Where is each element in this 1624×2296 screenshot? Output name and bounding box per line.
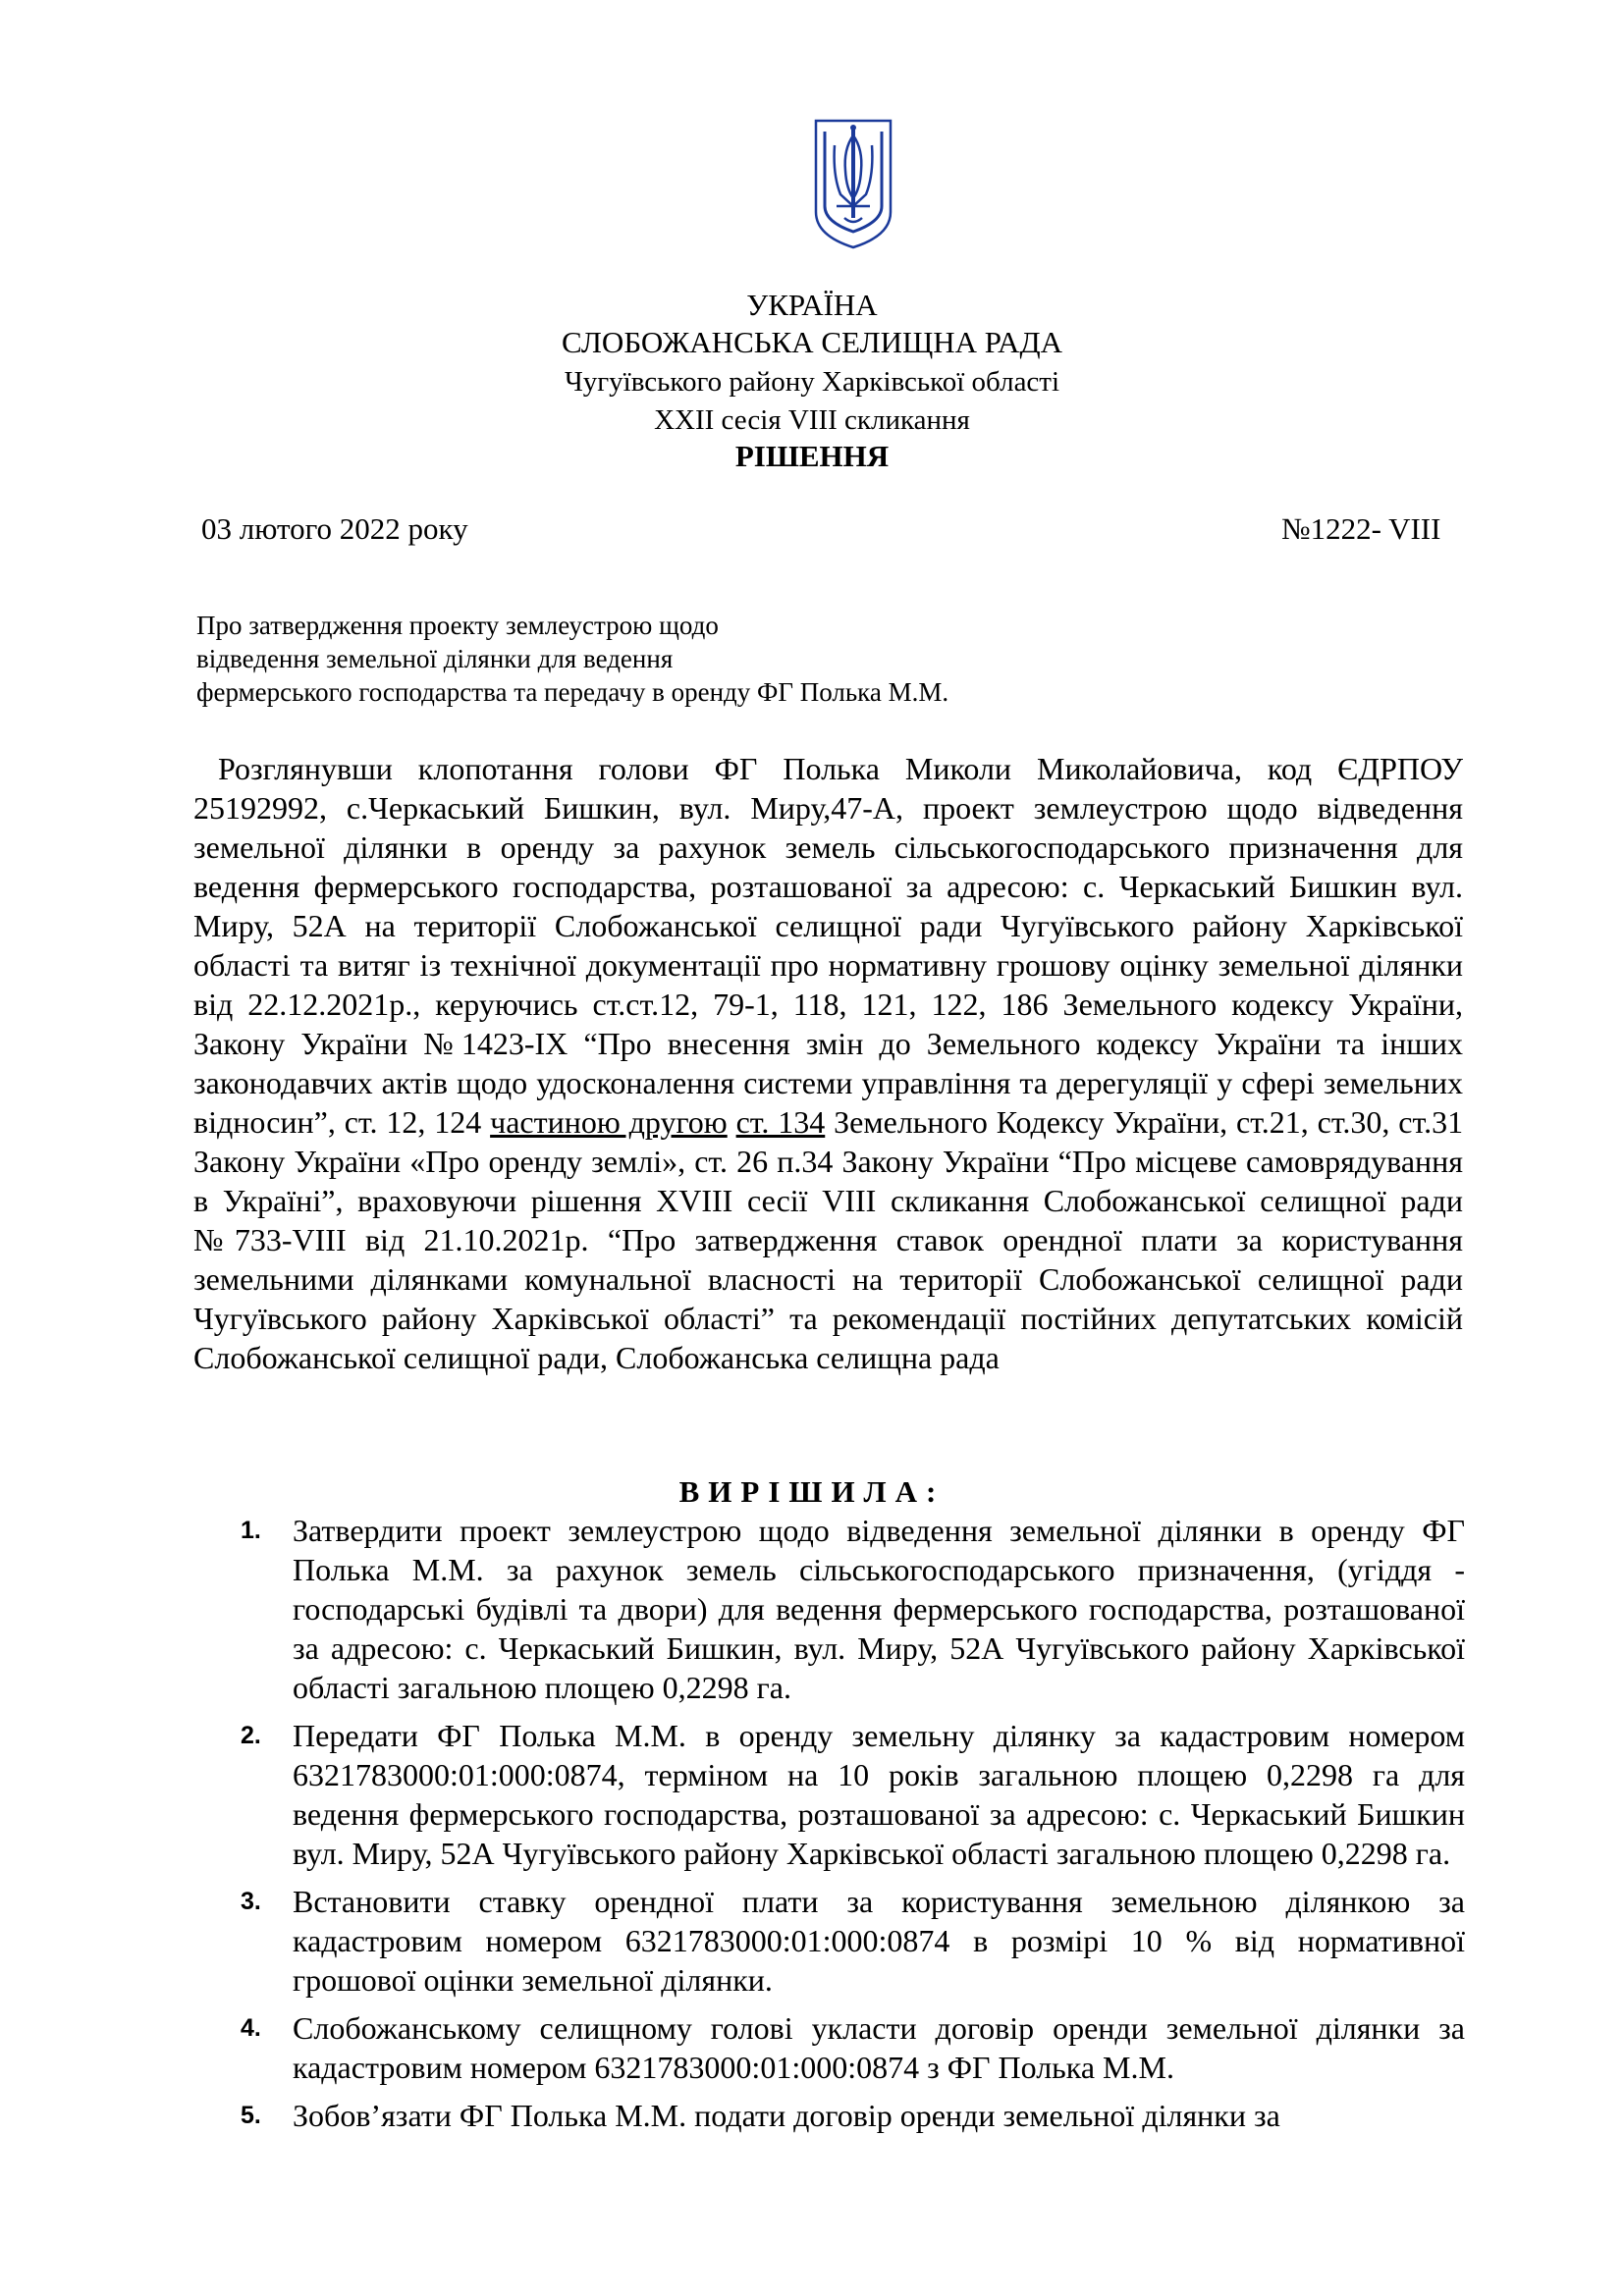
- preamble-text: Земельного Кодексу України, ст.21, ст.30, ст.31 Закону України «Про оренду землі», ст. 26 п.34 Закону України “Про місцеве самоврядування в Україні”, враховуючи рішення XVIII сесії VIII скликання Слобожанської селищної ради №733-VIII від 21.10.2021р. “Про затвердження ставок орендної плати за користування земельними ділянками комунальної власності на території Слобожанської селищної ради Чугуївського району Харківської області” та рекомендації постійних депутатських комісій Слобожанської селищної ради, Слобожанська селищна рада: [193, 1104, 1464, 1375]
- district-name: Чугуївського району Харківської області: [564, 366, 1060, 398]
- decision-item: [241, 1511, 1465, 1707]
- document-type: РІШЕННЯ: [734, 439, 890, 473]
- item-text: Передати ФГ Полька М.М. в оренду земельну ділянку за кадастровим номером 6321783000:01:000:0874, терміном на 10 років загальною площею 0,2298 га для ведення фермерського господарства, розташованої за адресою: с. Черкаський Бишкин вул. Миру, 52А Чугуївського району Харківської області загальною площею 0,2298 га.: [293, 1718, 1465, 1871]
- decision-date: 03 лютого 2022 року: [201, 511, 468, 546]
- item-number: 3.: [241, 1888, 261, 1915]
- country-name: УКРАЇНА: [746, 288, 878, 322]
- item-text: Затвердити проект землеустрою щодо відведення земельної ділянки в оренду ФГ Полька М.М. за рахунок земель сільськогосподарського призначення, (угіддя - господарські будівлі та двори) для ведення фермерського господарства, розташованої за адресою: с. Черкаський Бишкин, вул. Миру, 52А Чугуївського району Харківської області загальною площею 0,2298 га.: [293, 1513, 1465, 1705]
- item-text: Слобожанському селищному голові укласти договір оренди земельної ділянки за кадастровим номером 6321783000:01:000:0874 з ФГ Полька М.М.: [293, 2010, 1465, 2085]
- session-info: XXII сесія VIII скликання: [654, 404, 970, 436]
- decision-number: №1222- VIII: [1281, 511, 1441, 546]
- law-link-article-134[interactable]: ст. 134: [735, 1104, 826, 1140]
- item-number: 2.: [241, 1722, 261, 1749]
- subject-line: фермерського господарства та передачу в оренду ФГ Полька М.М.: [196, 677, 949, 707]
- item-text: Встановити ставку орендної плати за користування земельною ділянкою за кадастровим номером 6321783000:01:000:0874 в розмірі 10 % від нормативної грошової оцінки земельної ділянки.: [293, 1884, 1465, 1998]
- decision-heading: ВИРІШИЛА:: [678, 1474, 946, 1509]
- subject-line: Про затвердження проекту землеустрою щодо: [196, 611, 719, 640]
- decision-item: [241, 2096, 1465, 2135]
- decision-list: [241, 1511, 1465, 2144]
- item-number: 4.: [241, 2014, 261, 2042]
- decision-item: [241, 1882, 1465, 2000]
- preamble-text: Розглянувши клопотання голови ФГ Полька Миколи Миколайовича, код ЄДРПОУ 25192992, с.Черкаський Бишкин, вул. Миру,47-А, проект землеустрою щодо відведення земельної ділянки в оренду за рахунок земель сільськогосподарського призначення для ведення фермерського господарства, розташованої за адресою: с. Черкаський Бишкин вул. Миру, 52А на території Слобожанської селищної ради Чугуївського району Харківської області та витяг із технічної документації про нормативну грошову оцінку земельної ділянки від 22.12.2021р., керуючись ст.ст.12, 79-1, 118, 121, 122, 186 Земельного кодексу України, Закону України №1423-IX “Про внесення змін до Земельного кодексу України та інших законодавчих актів щодо удосконалення системи управління та дерегуляції у сфері земельних відносин”, ст. 12, 124: [193, 751, 1463, 1140]
- law-link-part-two[interactable]: частиною другою: [490, 1104, 728, 1140]
- item-number: 1.: [241, 1517, 261, 1544]
- decision-item: [241, 1716, 1465, 1873]
- coat-of-arms-icon: [811, 116, 895, 251]
- preamble: [193, 749, 1463, 1377]
- subject-block: [196, 609, 948, 709]
- council-name: СЛОБОЖАНСЬКА СЕЛИЩНА РАДА: [562, 325, 1062, 359]
- subject-line: відведення земельної ділянки для ведення: [196, 644, 674, 673]
- decision-item: [241, 2008, 1465, 2087]
- item-number: 5.: [241, 2102, 261, 2129]
- item-text: Зобов’язати ФГ Полька М.М. подати договір оренди земельної ділянки за: [293, 2098, 1280, 2133]
